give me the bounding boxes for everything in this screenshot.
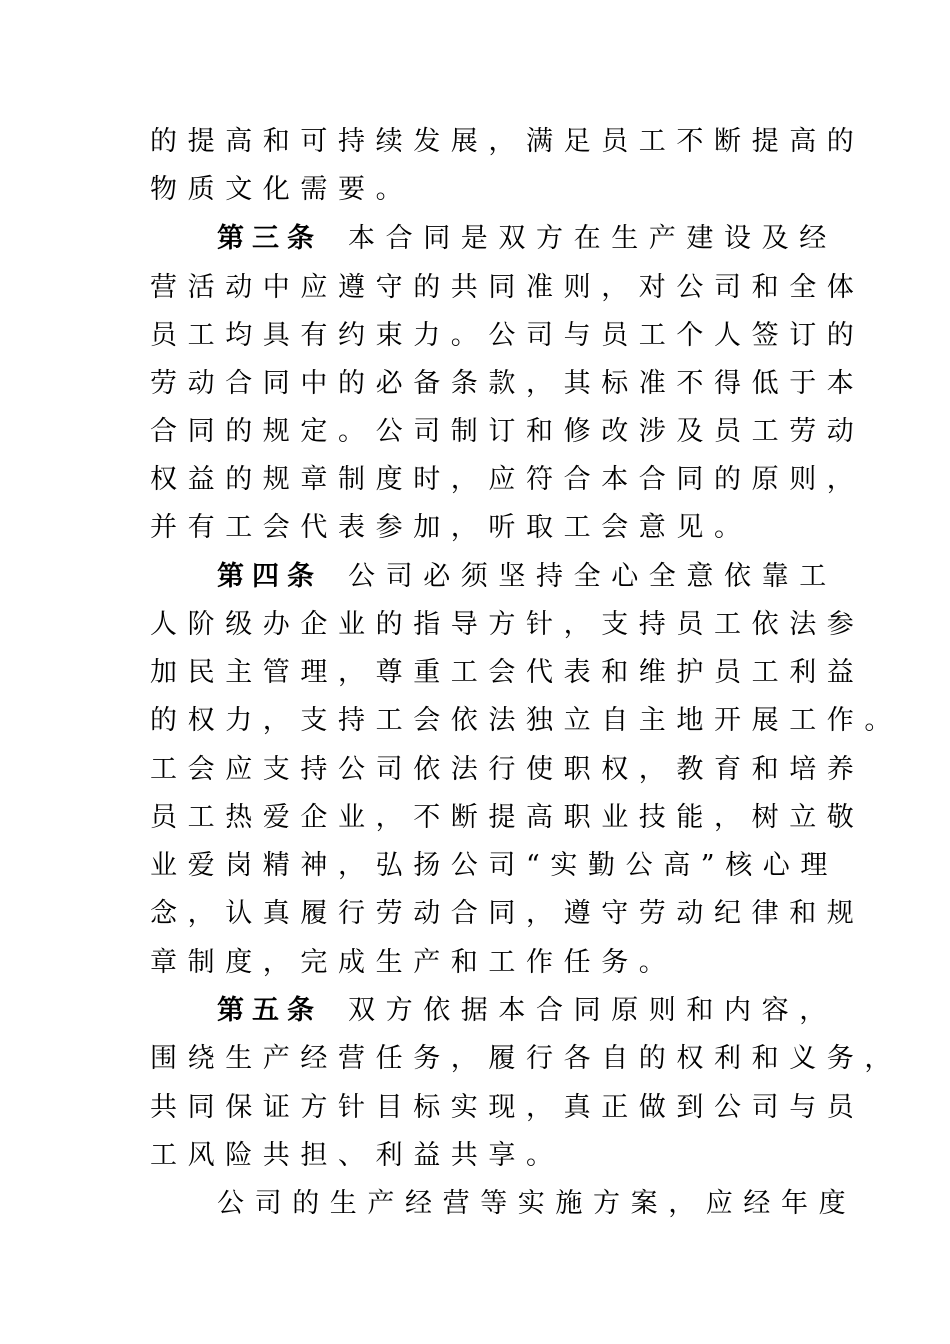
paragraph-line-text: 本合同是双方在生产建设及经 bbox=[348, 223, 837, 254]
paragraph-line: 员工均具有约束力。公司与员工个人签订的 bbox=[150, 320, 865, 351]
paragraph-line: 围绕生产经营任务，履行各自的权利和义务， bbox=[150, 1043, 902, 1074]
paragraph-line: 公司的生产经营等实施方案，应经年度 bbox=[217, 1188, 857, 1219]
article-3-first-line bbox=[217, 219, 877, 259]
paragraph-line: 共同保证方针目标实现，真正做到公司与员 bbox=[150, 1092, 865, 1123]
paragraph-line: 并有工会代表参加，听取工会意见。 bbox=[150, 512, 752, 543]
paragraph-line: 工风险共担、利益共享。 bbox=[150, 1140, 564, 1171]
paragraph-line: 的权力，支持工会依法独立自主地开展工作。 bbox=[150, 705, 902, 736]
paragraph-line: 的提高和可持续发展，满足员工不断提高的 bbox=[150, 126, 865, 157]
paragraph-line: 合同的规定。公司制订和修改涉及员工劳动 bbox=[150, 416, 865, 447]
paragraph-line: 劳动合同中的必备条款，其标准不得低于本 bbox=[150, 368, 865, 399]
paragraph-line: 营活动中应遵守的共同准则，对公司和全体 bbox=[150, 272, 865, 303]
paragraph-line: 工会应支持公司依法行使职权，教育和培养 bbox=[150, 754, 865, 785]
paragraph-line: 物质文化需要。 bbox=[150, 174, 414, 205]
paragraph-line: 人阶级办企业的指导方针，支持员工依法参 bbox=[150, 609, 865, 640]
article-4-first-line bbox=[217, 557, 877, 597]
paragraph-line-text: 公司必须坚持全心全意依靠工 bbox=[348, 561, 837, 592]
article-4-heading: 第四条 bbox=[217, 561, 322, 592]
article-5-first-line bbox=[217, 991, 877, 1031]
paragraph-line-text: 双方依据本合同原则和内容， bbox=[348, 995, 837, 1026]
article-3-heading: 第三条 bbox=[217, 223, 322, 254]
paragraph-line: 念，认真履行劳动合同，遵守劳动纪律和规 bbox=[150, 898, 865, 929]
article-5-heading: 第五条 bbox=[217, 995, 322, 1026]
paragraph-line: 章制度，完成生产和工作任务。 bbox=[150, 947, 677, 978]
paragraph-line: 权益的规章制度时，应符合本合同的原则， bbox=[150, 464, 865, 495]
paragraph-line: 员工热爱企业，不断提高职业技能，树立敬 bbox=[150, 802, 865, 833]
paragraph-line: 业爱岗精神，弘扬公司“实勤公高”核心理 bbox=[150, 850, 839, 881]
paragraph-line: 加民主管理，尊重工会代表和维护员工利益 bbox=[150, 657, 865, 688]
